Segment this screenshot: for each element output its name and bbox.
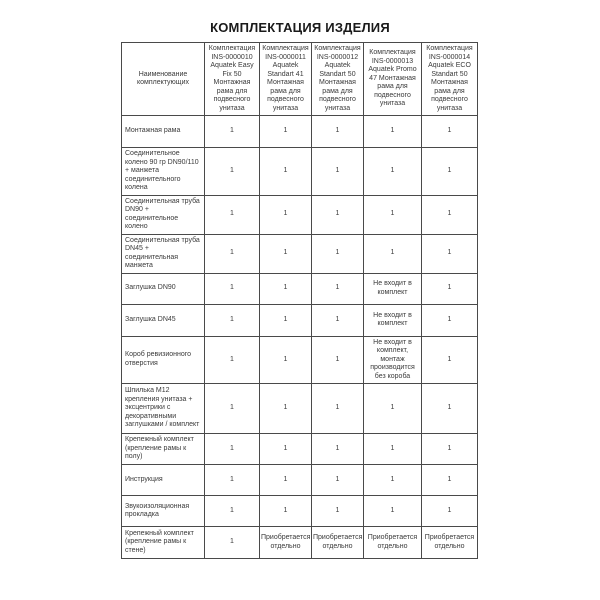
cell-value: 1 bbox=[422, 148, 478, 196]
table-row bbox=[122, 465, 478, 496]
table-row bbox=[122, 116, 478, 148]
column-header-ins-0000013: Комплектация INS-0000013 Aquatek Promo 47 Монтажная рама для подвесного унитаза bbox=[364, 43, 422, 116]
cell-value: Не входит в комплект bbox=[364, 304, 422, 336]
cell-value: 1 bbox=[422, 273, 478, 304]
cell-value: 1 bbox=[260, 234, 312, 273]
cell-value: 1 bbox=[312, 384, 364, 434]
cell-value: 1 bbox=[364, 195, 422, 234]
cell-value: 1 bbox=[205, 234, 260, 273]
cell-value: 1 bbox=[364, 465, 422, 496]
row-name: Крепежный комплект (крепление рамы к полу) bbox=[122, 434, 205, 465]
cell-value: 1 bbox=[364, 384, 422, 434]
cell-value: 1 bbox=[205, 336, 260, 384]
cell-value: 1 bbox=[312, 496, 364, 527]
cell-value: 1 bbox=[205, 465, 260, 496]
row-name: Звукоизоляционная прокладка bbox=[122, 496, 205, 527]
cell-value: 1 bbox=[260, 384, 312, 434]
cell-value: 1 bbox=[312, 195, 364, 234]
cell-value: 1 bbox=[260, 273, 312, 304]
cell-value: 1 bbox=[205, 527, 260, 559]
cell-value: 1 bbox=[260, 434, 312, 465]
cell-value: 1 bbox=[364, 434, 422, 465]
table-row bbox=[122, 496, 478, 527]
cell-value: 1 bbox=[260, 465, 312, 496]
cell-value: 1 bbox=[205, 195, 260, 234]
cell-value: Приобретается отдельно bbox=[312, 527, 364, 559]
table-row bbox=[122, 336, 478, 384]
cell-value: 1 bbox=[205, 148, 260, 196]
table-row bbox=[122, 148, 478, 196]
cell-value: 1 bbox=[312, 234, 364, 273]
cell-value: 1 bbox=[364, 148, 422, 196]
cell-value: 1 bbox=[205, 434, 260, 465]
cell-value: 1 bbox=[422, 336, 478, 384]
row-name: Монтажная рама bbox=[122, 116, 205, 148]
cell-value: 1 bbox=[260, 496, 312, 527]
row-name: Заглушка DN90 bbox=[122, 273, 205, 304]
cell-value: 1 bbox=[312, 273, 364, 304]
cell-value: 1 bbox=[312, 434, 364, 465]
cell-value: 1 bbox=[422, 304, 478, 336]
table-row bbox=[122, 434, 478, 465]
column-header-ins-0000014: Комплектация INS-0000014 Aquatek ECO Standart 50 Монтажная рама для подвесного унитаза bbox=[422, 43, 478, 116]
table-row bbox=[122, 234, 478, 273]
cell-value: 1 bbox=[422, 116, 478, 148]
cell-value: 1 bbox=[422, 195, 478, 234]
components-table bbox=[121, 42, 478, 559]
row-name: Инструкция bbox=[122, 465, 205, 496]
cell-value: 1 bbox=[364, 234, 422, 273]
table-row bbox=[122, 527, 478, 559]
cell-value: Приобретается отдельно bbox=[422, 527, 478, 559]
header-row bbox=[122, 43, 478, 116]
cell-value: Приобретается отдельно bbox=[364, 527, 422, 559]
cell-value: 1 bbox=[312, 336, 364, 384]
column-header-ins-0000011: Комплектация INS-0000011 Aquatek Standart 41 Монтажная рама для подвесного унитаза bbox=[260, 43, 312, 116]
column-header-ins-0000012: Комплектация INS-0000012 Aquatek Standart 50 Монтажная рама для подвесного унитаза bbox=[312, 43, 364, 116]
table-row bbox=[122, 304, 478, 336]
cell-value: 1 bbox=[422, 465, 478, 496]
row-name: Соединительная труба DN45 + соединительная манжета bbox=[122, 234, 205, 273]
cell-value: 1 bbox=[364, 496, 422, 527]
cell-value: 1 bbox=[260, 304, 312, 336]
cell-value: 1 bbox=[422, 234, 478, 273]
cell-value: 1 bbox=[312, 304, 364, 336]
cell-value: 1 bbox=[260, 148, 312, 196]
row-name: Заглушка DN45 bbox=[122, 304, 205, 336]
table-row bbox=[122, 384, 478, 434]
cell-value: 1 bbox=[260, 336, 312, 384]
row-name: Соединительная труба DN90 + соединительное колено bbox=[122, 195, 205, 234]
cell-value: 1 bbox=[312, 148, 364, 196]
cell-value: 1 bbox=[422, 434, 478, 465]
column-header-name: Наименование комплектующих bbox=[122, 43, 205, 116]
cell-value: Приобретается отдельно bbox=[260, 527, 312, 559]
cell-value: 1 bbox=[422, 496, 478, 527]
row-name: Шпилька М12 крепления унитаза + эксцентрики с декоративными заглушками / комплект bbox=[122, 384, 205, 434]
row-name: Соединительное колено 90 гр DN90/110 + манжета соединительного колена bbox=[122, 148, 205, 196]
cell-value: 1 bbox=[205, 116, 260, 148]
table-row bbox=[122, 273, 478, 304]
cell-value: Не входит в комплект, монтаж производится без короба bbox=[364, 336, 422, 384]
cell-value: 1 bbox=[312, 116, 364, 148]
cell-value: 1 bbox=[260, 116, 312, 148]
column-header-ins-0000010: Комплектация INS-0000010 Aquatek Easy Fix 50 Монтажная рама для подвесного унитаза bbox=[205, 43, 260, 116]
cell-value: 1 bbox=[260, 195, 312, 234]
page-title: КОМПЛЕКТАЦИЯ ИЗДЕЛИЯ bbox=[210, 20, 390, 35]
row-name: Короб ревизионного отверстия bbox=[122, 336, 205, 384]
cell-value: 1 bbox=[205, 273, 260, 304]
cell-value: 1 bbox=[312, 465, 364, 496]
cell-value: 1 bbox=[205, 384, 260, 434]
table-row bbox=[122, 195, 478, 234]
cell-value: 1 bbox=[205, 304, 260, 336]
cell-value: 1 bbox=[422, 384, 478, 434]
row-name: Крепежный комплект (крепление рамы к стене) bbox=[122, 527, 205, 559]
cell-value: 1 bbox=[205, 496, 260, 527]
cell-value: Не входит в комплект bbox=[364, 273, 422, 304]
cell-value: 1 bbox=[364, 116, 422, 148]
